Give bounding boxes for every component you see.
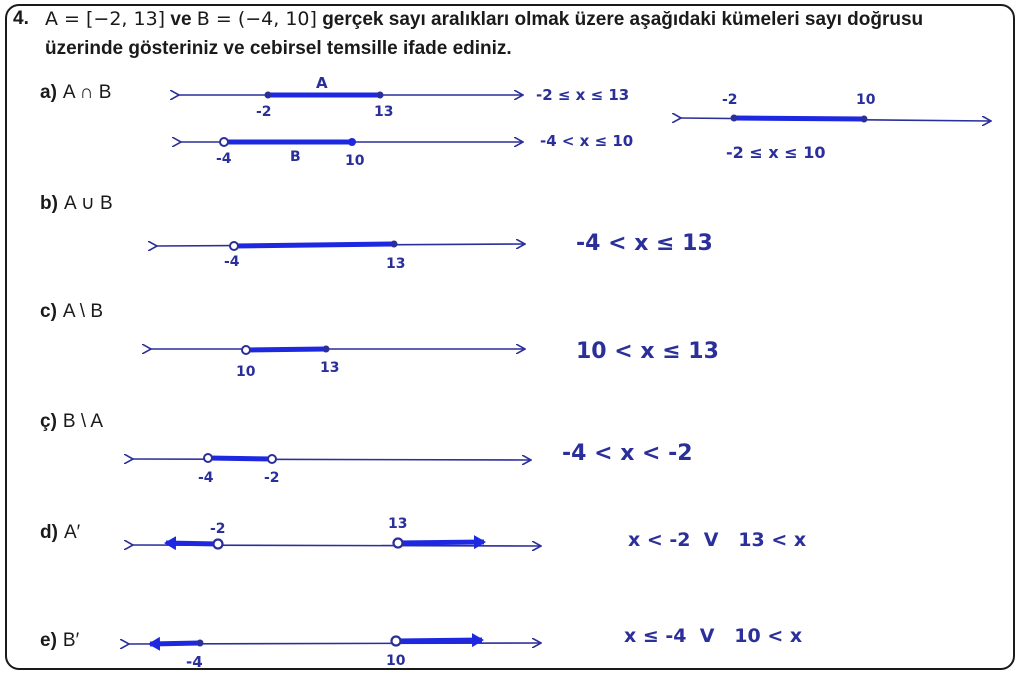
tick-c-right: 13 xyxy=(320,360,340,376)
number-line-c xyxy=(150,339,719,380)
question-text-2: üzerinde gösteriniz ve cebirsel temsille ifade ediniz. xyxy=(45,38,512,59)
result-tick-left: -2 xyxy=(722,92,738,108)
tick-b-right: 10 xyxy=(345,153,365,169)
part-a: a) A ∩ B xyxy=(40,82,112,103)
notation-b: -4 < x ≤ 13 xyxy=(576,231,713,256)
tick-b-left-val: -4 xyxy=(224,254,240,270)
tick-d-left: -2 xyxy=(210,521,226,537)
number-line-a-set-b xyxy=(180,132,633,169)
notation-a-set-a: -2 ≤ x ≤ 13 xyxy=(536,86,630,104)
part-e: e) B′ xyxy=(40,630,80,651)
part-cc: ç) B \ A xyxy=(40,411,104,432)
notation-e: x ≤ -4 V 10 < x xyxy=(624,625,803,647)
number-line-cc xyxy=(132,441,693,486)
tick-e-right: 10 xyxy=(386,653,406,669)
tick-cc-left: -4 xyxy=(198,470,214,486)
set-a-definition: A = [−2, 13] xyxy=(45,8,166,30)
notation-d: x < -2 V 13 < x xyxy=(628,529,807,551)
notation-a-result: -2 ≤ x ≤ 10 xyxy=(726,143,826,162)
part-d: d) A′ xyxy=(40,522,81,543)
connector-ve: ve xyxy=(170,9,192,30)
tick-b-left: -4 xyxy=(216,151,232,167)
part-b: b) A ∪ B xyxy=(40,193,113,214)
notation-c: 10 < x ≤ 13 xyxy=(576,339,719,364)
number-line-a-result xyxy=(680,92,990,162)
number-line-d xyxy=(132,516,806,551)
result-tick-right: 10 xyxy=(856,92,876,108)
tick-e-left: -4 xyxy=(186,653,203,671)
question-number: 4. xyxy=(13,8,29,29)
tick-b-right-val: 13 xyxy=(386,256,406,272)
label-a: A xyxy=(316,74,328,92)
number-line-b xyxy=(156,231,713,272)
tick-a-right: 13 xyxy=(374,104,394,120)
tick-cc-right: -2 xyxy=(264,470,280,486)
number-line-a-set-a xyxy=(178,74,629,120)
question-text-1: gerçek sayı aralıkları olmak üzere aşağıdaki kümeleri sayı doğrusu xyxy=(322,9,924,30)
notation-cc: -4 < x < -2 xyxy=(562,441,693,466)
number-line-e xyxy=(128,625,802,671)
set-b-definition: B = (−4, 10] xyxy=(196,8,317,30)
part-c: c) A \ B xyxy=(40,301,104,322)
label-b: B xyxy=(290,149,301,165)
tick-d-right: 13 xyxy=(388,516,408,532)
tick-c-left: 10 xyxy=(236,364,256,380)
notation-a-set-b: -4 < x ≤ 10 xyxy=(540,132,634,150)
tick-a-left: -2 xyxy=(256,104,272,120)
